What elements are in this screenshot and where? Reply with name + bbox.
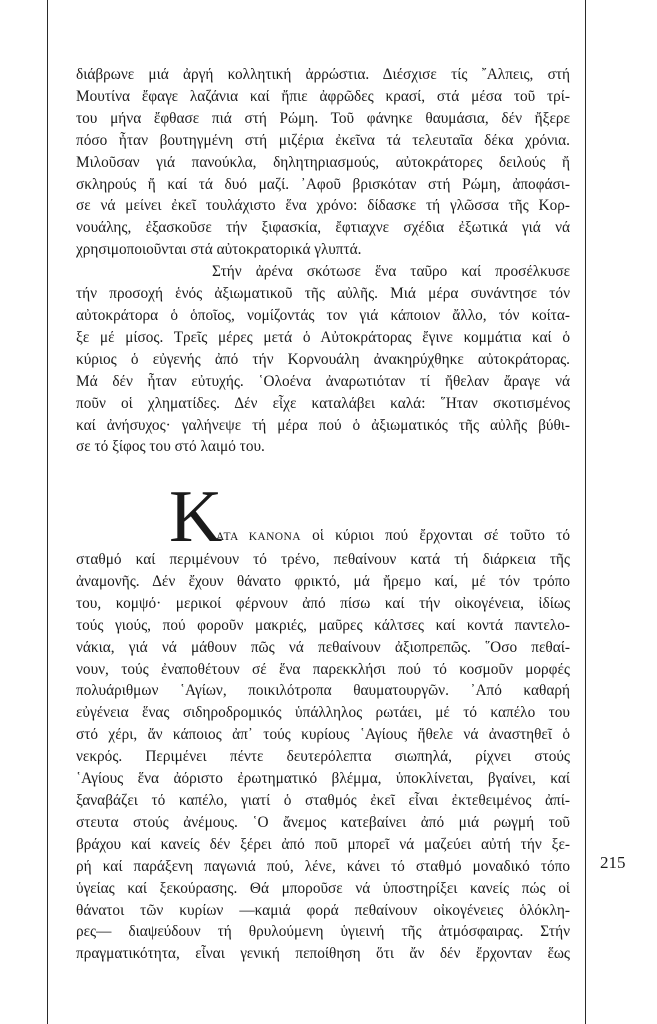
text-line: καί ἀνήσυχος· γαλήνεψε τή μέρα πού ὁ ἀξιωματικός τῆς αὐλῆς βύθι- bbox=[76, 416, 570, 434]
text-line: νουν, τούς ἐναποθέτουν σέ ἕνα παρεκκλήσι πού τό κοσμοῦν μορφές bbox=[76, 660, 570, 678]
text-line: ποῦν οἱ χληματίδες. Δέν εἶχε καταλάβει καλά: ῞Ηταν σκοτισμένος bbox=[76, 394, 570, 412]
text-line: Μουτίνα ἔφαγε λαζάνια καί ἤπιε ἀφρῶδες κρασί, στά μέσα τοῦ τρί- bbox=[76, 87, 570, 105]
page-number: 215 bbox=[600, 853, 626, 872]
text-line: χρησιμοποιοῦνται στά αὐτοκρατορικά γλυπτά. bbox=[76, 241, 362, 259]
text-line: Μιλοῦσαν γιά πανούκλα, δηλητηριασμούς, αὐτοκράτορες δειλούς ἤ bbox=[76, 153, 570, 171]
text-line: τούς γιούς, πού φοροῦν μακριές, μαῦρες κάλτσες καί κοντά παντελο- bbox=[76, 616, 570, 634]
text-line: ξαναβάζει τό καπέλο, γιατί ὁ σταθμός ἐκεῖ εἶναι ἐκτεθειμένος ἀπί- bbox=[76, 791, 570, 809]
right-margin-rule bbox=[585, 0, 586, 1024]
text-line: στευτα στούς ἀνέμους. ῾Ο ἄνεμος κατεβαίνει ἀπό μιά ρωγμή τοῦ bbox=[76, 813, 570, 831]
text-line: πόσο ἦταν βουτηγμένη στή μιζέρια ἐκεῖνα τά τελευταῖα δέκα χρόνια. bbox=[76, 131, 570, 149]
section-one-text bbox=[76, 64, 570, 458]
text-line: θάνατοι τῶν κυρίων —καμιά φορά πεθαίνουν οἰκογένειες ὁλόκλη- bbox=[76, 901, 570, 919]
text-line: Στήν ἀρένα σκότωσε ἕνα ταῦρο καί προσέλκυσε bbox=[212, 263, 570, 281]
text-line: νεκρός. Περιμένει πέντε δευτερόλεπτα σιωπηλά, ρίχνει στούς bbox=[76, 748, 570, 766]
text-line: στό χέρι, ἄν κάποιος ἀπ᾿ τούς κυρίους ῾Αγίους ἤθελε νά ἀναστηθεῖ ὁ bbox=[76, 726, 570, 744]
small-caps-lead: ΑΤΑ ΚΑΝΟΝΑ bbox=[216, 531, 301, 544]
text-line: ῾Αγίους ἕνα ἀόριστο ἐρωτηματικό βλέμμα, ὑποκλίνεται, βγαίνει, καί bbox=[76, 770, 570, 788]
text-line: ρή καί παράξενη παγωνιά πού, λένε, κάνει τό σταθμό μοναδικό τόπο bbox=[76, 857, 570, 875]
text-line: νάκια, γιά νά μάθουν πῶς νά πεθαίνουν ἀξιοπρεπῶς. ῞Οσο πεθαί- bbox=[76, 638, 570, 656]
opening-line-text bbox=[216, 525, 570, 549]
text-line: σε τό ξίφος του στό λαιμό του. bbox=[76, 438, 265, 456]
text-line: του, κομψό· μερικοί φέρνουν ἀπό πίσω καί τήν οἰκογένεια, ἰδίως bbox=[76, 594, 570, 612]
text-line: ρες— διαψεύδουν τή θρυλούμενη ὑγιεινή τῆς ἀτμόσφαιρας. Στήν bbox=[76, 923, 570, 941]
opening-line bbox=[76, 476, 570, 558]
text-line: Μά δέν ἦταν εὐτυχής. ῾Ολοένα ἀναρωτιόταν τί ἤθελαν ἄραγε νά bbox=[76, 372, 570, 390]
text-line: πραγματικότητα, εἶναι γενική πεποίθηση ὅτι ἄν δέν ἔρχονταν ἕως bbox=[76, 945, 570, 963]
text-line: βράχου καί κανείς δέν ξέρει ἀπό ποῦ μπορεῖ νά μαζεύει αὐτή τήν ξε- bbox=[76, 835, 570, 853]
text-line: ξε μέ μίσος. Τρεῖς μέρες μετά ὁ Αὐτοκράτορας ἔγινε κομμάτια καί ὁ bbox=[76, 328, 570, 346]
text-line: τήν προσοχή ἑνός ἀξιωματικοῦ τῆς αὐλῆς. Μιά μέρα συνάντησε τόν bbox=[76, 285, 570, 303]
text-line: του μήνα ἔφθασε πιά στή Ρώμη. Τοῦ φάνηκε θαυμάσια, δέν ἤξερε bbox=[76, 109, 570, 127]
text-line: αὐτοκράτορα ὁ ὁποῖος, νομίζοντάς τον γιά κάποιον ἄλλο, τόν κοίτα- bbox=[76, 306, 570, 324]
text-line: εὐγένεια ἕνας σιδηροδρομικός ὑπάλληλος ρωτάει, μέ τό καπέλο του bbox=[76, 704, 570, 722]
drop-cap-letter: Κ bbox=[169, 476, 223, 558]
text-line: νουάλης, ἐξασκοῦσε τήν ξιφασκία, ἔφτιαχνε σχέδια ἐξωτικά γιά νά bbox=[76, 219, 570, 237]
text-line: ὑγείας καί ξεκούρασης. Θά μποροῦσε νά ὑποστηρίξει κανείς πώς οἱ bbox=[76, 879, 570, 897]
opening-line-rest: οἱ κύριοι πού ἔρχονται σέ τοῦτο τό bbox=[300, 527, 570, 545]
text-line: διάβρωνε μιά ἀργή κολλητική ἀρρώστια. Διέσχισε τίς ῎Αλπεις, στή bbox=[76, 66, 570, 83]
section-two-text bbox=[76, 476, 570, 965]
text-line: πολυάριθμων ῾Αγίων, ποικιλότροπα θαυματουργῶν. ᾿Από καθαρή bbox=[76, 682, 570, 700]
text-line: σε νά μείνει ἐκεῖ τουλάχιστο ἕνα χρόνο: δίδασκε τή γλῶσσα τῆς Κορ- bbox=[76, 197, 570, 215]
text-line: κύριος ὁ εὐγενής ἀπό τήν Κορνουάλη ἀνακηρύχθηκε αὐτοκράτορας. bbox=[76, 350, 570, 368]
text-line: σκληρούς ἤ καί τά δυό μαζί. ᾿Αφοῦ βρισκόταν στή Ρώμη, ἀποφάσι- bbox=[76, 175, 570, 193]
text-line: ἀναμονῆς. Δέν ἔχουν θάνατο φρικτό, μά ἤρεμο καί, μέ τόν τρόπο bbox=[76, 572, 570, 590]
text-line: σταθμό καί περιμένουν τό τρένο, πεθαίνουν κατά τή διάρκεια τῆς bbox=[76, 551, 570, 568]
left-margin-rule bbox=[47, 0, 48, 1024]
